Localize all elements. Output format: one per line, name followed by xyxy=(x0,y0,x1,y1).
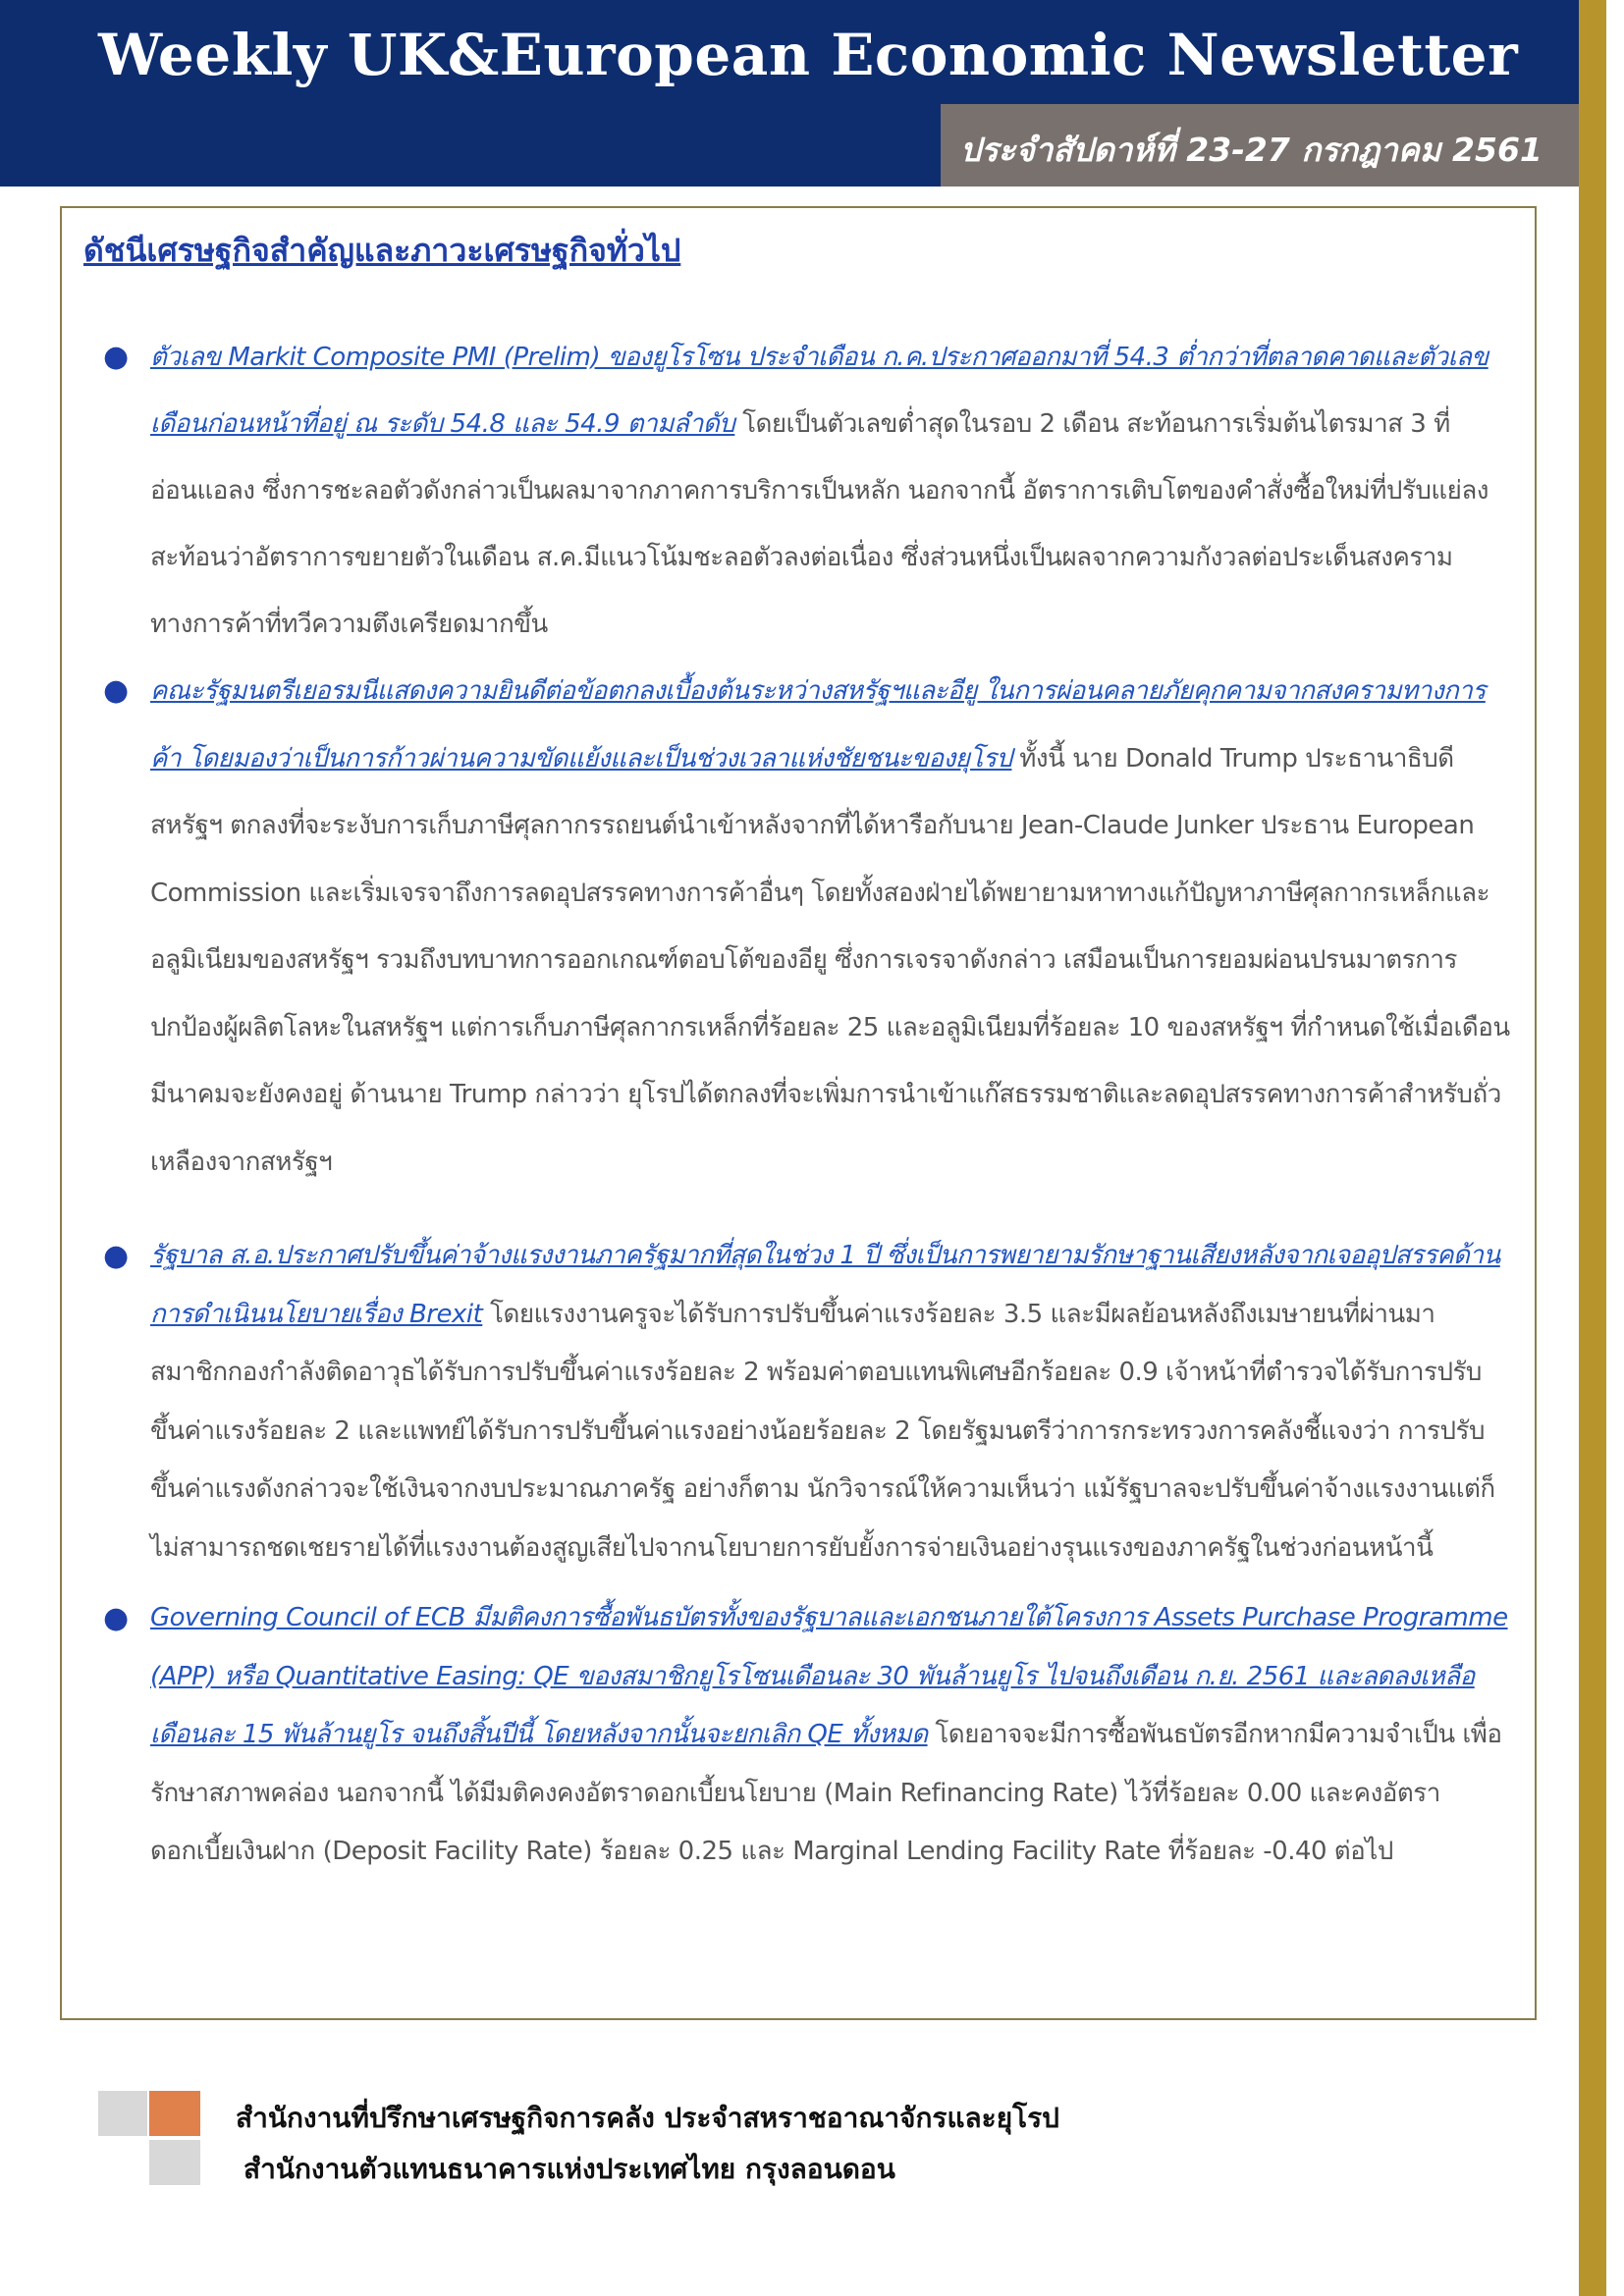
content-box xyxy=(60,206,1537,2020)
list-item xyxy=(62,658,1535,1196)
footer-bank-office-name: สำนักงานตัวแทนธนาคารแห่งประเทศไทย กรุงลอนดอน xyxy=(244,2153,895,2185)
news-body-text: โดยอาจจะมีการซื้อพันธบัตรอีกหากมีความจำเป็น เพื่อรักษาสภาพคล่อง นอกจากนี้ ได้มีมติคงคงอัตราดอกเบี้ยนโยบาย (Main Refinancing Rate) ไว้ที่ร้อยละ 0.00 และคงอัตราดอกเบี้ยเงินฝาก (Deposit Facility Rate) ร้อยละ 0.25 และ Marginal Lending Facility Rate ที่ร้อยละ -0.40 ต่อไป xyxy=(150,1720,1502,1866)
news-headline-link[interactable]: รัฐบาล ส.อ.ประกาศปรับขึ้นค่าจ้างแรงงานภาครัฐมากที่สุดในช่วง 1 ปี ซึ่งเป็นการพยายามรักษาฐานเสียงหลังจากเจออุปสรรคด้านการดำเนินนโยบายเรื่อง Brexit xyxy=(150,1241,1500,1329)
newsletter-title: Weekly UK&European Economic Newsletter xyxy=(98,22,1519,88)
footer xyxy=(98,2089,1080,2197)
list-item xyxy=(62,324,1535,658)
news-body-text: โดยเป็นตัวเลขต่ำสุดในรอบ 2 เดือน สะท้อนการเริ่มต้นไตรมาส 3 ที่อ่อนแอลง ซึ่งการชะลอตัวดังกล่าวเป็นผลมาจากภาคการบริการเป็นหลัก นอกจากนี้ อัตราการเติบโตของคำสั่งซื้อใหม่ที่ปรับแย่ลง สะท้อนว่าอัตราการขยายตัวในเดือน ส.ค.มีแนวโน้มชะลอตัวลงต่อเนื่อง ซึ่งส่วนหนึ่งเป็นผลจากความกังวลต่อประเด็นสงครามทางการค้าที่ทวีความตึงเครียดมากขึ้น xyxy=(150,409,1489,639)
date-range: ประจำสัปดาห์ที่ 23-27 กรกฎาคม 2561 xyxy=(960,131,1543,169)
footer-orange-square-icon xyxy=(149,2091,200,2136)
list-item xyxy=(62,1589,1535,1882)
news-bullet-list xyxy=(62,324,1535,1882)
news-body-text: โดยแรงงานครูจะได้รับการปรับขึ้นค่าแรงร้อยละ 3.5 และมีผลย้อนหลังถึงเมษายนที่ผ่านมา สมาชิกกองกำลังติดอาวุธได้รับการปรับขึ้นค่าแรงร้อยละ 2 พร้อมค่าตอบแทนพิเศษอีกร้อยละ 0.9 เจ้าหน้าที่ตำรวจได้รับการปรับขึ้นค่าแรงร้อยละ 2 และแพทย์ได้รับการปรับขึ้นค่าแรงอย่างน้อยร้อยละ 2 โดยรัฐมนตรีว่าการกระทรวงการคลังชี้แจงว่า การปรับขึ้นค่าแรงดังกล่าวจะใช้เงินจากงบประมาณภาครัฐ อย่างก็ตาม นักวิจารณ์ให้ความเห็นว่า แม้รัฐบาลจะปรับขึ้นค่าจ้างแรงงานแต่ก็ไม่สามารถชดเชยรายได้ที่แรงงานต้องสูญเสียไปจากนโยบายการยับยั้งการจ่ายเงินอย่างรุนแรงของภาครัฐในช่วงก่อนหน้านี้ xyxy=(150,1299,1495,1563)
bullet-dot-icon: ● xyxy=(103,673,129,708)
section-title: ดัชนีเศรษฐกิจสำคัญและภาวะเศรษฐกิจทั่วไป xyxy=(83,232,681,269)
footer-gray-square-icon xyxy=(149,2140,200,2185)
list-item xyxy=(62,1227,1535,1577)
bullet-dot-icon: ● xyxy=(103,1239,129,1273)
news-headline-link[interactable]: คณะรัฐมนตรีเยอรมนีแสดงความยินดีต่อข้อตกลงเบื้องต้นระหว่างสหรัฐฯและอียู ในการผ่อนคลายภัยคุกคามจากสงครามทางการค้า โดยมองว่าเป็นการก้าวผ่านความขัดแย้งและเป็นช่วงเวลาแห่งชัยชนะของยุโรป xyxy=(150,676,1486,774)
news-headline-link[interactable]: Governing Council of ECB มีมติคงการซื้อพันธบัตรทั้งของรัฐบาลและเอกชนภายใต้โครงการ Assets Purchase Programme (APP) หรือ Quantitative Easing: QE ของสมาชิกยูโรโซนเดือนละ 30 พันล้านยูโร ไปจนถึงเดือน ก.ย. 2561 และลดลงเหลือเดือนละ 15 พันล้านยูโร จนถึงสิ้นปีนี้ โดยหลังจากนั้นจะยกเลิก QE ทั้งหมด xyxy=(150,1603,1508,1749)
news-body-text: ทั้งนี้ นาย Donald Trump ประธานาธิบดีสหรัฐฯ ตกลงที่จะระงับการเก็บภาษีศุลกากรรถยนต์นำเข้าหลังจากที่ได้หารือกับนาย Jean-Claude Junker ประธาน European Commission และเริ่มเจรจาถึงการลดอุปสรรคทางการค้าอื่นๆ โดยทั้งสองฝ่ายได้พยายามหาทางแก้ปัญหาภาษีศุลกากรเหล็กและอลูมิเนียมของสหรัฐฯ รวมถึงบทบาทการออกเกณฑ์ตอบโต้ของอียู ซึ่งการเจรจาดังกล่าว เสมือนเป็นการยอมผ่อนปรนมาตรการปกป้องผู้ผลิตโลหะในสหรัฐฯ แต่การเก็บภาษีศุลกากรเหล็กที่ร้อยละ 25 และอลูมิเนียมที่ร้อยละ 10 ของสหรัฐฯ ที่กำหนดใช้เมื่อเดือนมีนาคมจะยังคงอยู่ ด้านนาย Trump กล่าวว่า ยุโรปได้ตกลงที่จะเพิ่มการนำเข้าแก๊สธรรมชาติและลดอุปสรรคทางการค้าสำหรับถั่วเหลืองจากสหรัฐฯ xyxy=(150,743,1510,1177)
news-headline-link[interactable]: ตัวเลข Markit Composite PMI (Prelim) ของยูโรโซน ประจำเดือน ก.ค.ประกาศออกมาที่ 54.3 ต่ำกว่าที่ตลาดคาดและตัวเลขเดือนก่อนหน้าที่อยู่ ณ ระดับ 54.8 และ 54.9 ตามลำดับ xyxy=(150,343,1489,439)
gold-side-stripe xyxy=(1579,0,1606,2296)
bullet-dot-icon: ● xyxy=(103,1601,129,1635)
footer-gray-square-icon xyxy=(98,2091,147,2136)
date-banner xyxy=(941,104,1579,187)
footer-office-name: สำนักงานที่ปรึกษาเศรษฐกิจการคลัง ประจำสหราชอาณาจักรและยุโรป xyxy=(236,2102,1059,2134)
bullet-dot-icon: ● xyxy=(103,340,129,374)
